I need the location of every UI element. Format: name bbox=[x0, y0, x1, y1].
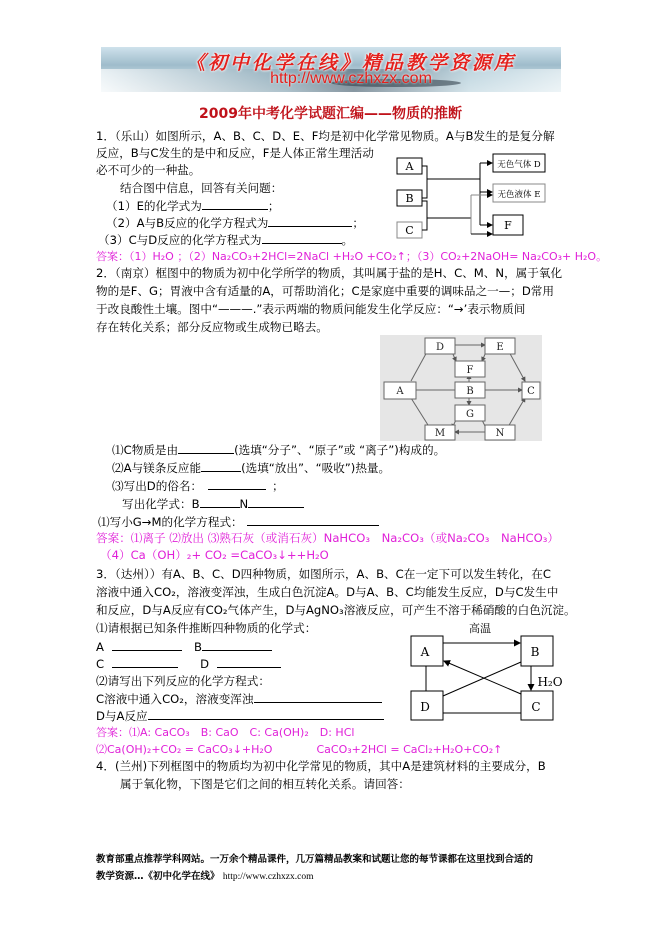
q2-n-label: N bbox=[239, 497, 249, 511]
q2-sub4-blank[interactable] bbox=[247, 513, 379, 526]
q2-sub2-blank[interactable] bbox=[201, 459, 241, 472]
banner-title: 《初中化学在线》精品教学资源库 bbox=[185, 52, 516, 74]
q2-n-blank[interactable] bbox=[248, 495, 304, 508]
q3-label-b: B bbox=[530, 645, 540, 659]
q1-label-d: 无色气体 D bbox=[497, 160, 541, 170]
q2-line-1: 2．（南京）框图中的物质为初中化学所学的物质，其叫属于盐的是H、C、M、N，属于氧化 bbox=[96, 266, 563, 280]
q3-eq2 bbox=[96, 707, 384, 725]
q3-row-ab bbox=[96, 638, 272, 656]
q3-label-d: D bbox=[200, 657, 210, 671]
q1-sub1-blank[interactable] bbox=[202, 197, 268, 210]
q1-sub3-text: （3）C与D反应的化学方程式为 bbox=[98, 233, 262, 247]
q3-line-2: 溶液中通入CO₂，溶液变浑浊，生成白色沉淀A。D与A、B、C均能发生反应，D与C发生中 bbox=[96, 585, 559, 599]
q3-label-d: D bbox=[420, 700, 430, 714]
q3-label-a: A bbox=[420, 645, 430, 659]
q2-answer-1: 答案：⑴离子 ⑵放出 ⑶熟石灰（或消石灰）NaHCO₃ Na₂CO₃（或Na₂CO₃ NaHCO₃） bbox=[96, 531, 559, 545]
q3-sub1: ⑴请根据已知条件推断四种物质的化学式： bbox=[96, 621, 317, 635]
q2-b-blank[interactable] bbox=[200, 495, 240, 508]
q2-diagram bbox=[380, 335, 542, 441]
q3-answer-1: 答案：⑴A: CaCO₃ B: CaO C: Ca(OH)₂ D: HCl bbox=[96, 726, 355, 739]
q2-line-3: 于改良酸性土壤。图中“———.”表示两端的物质问能发生化学反应：“→’表示物质间 bbox=[96, 302, 526, 316]
q3-answer-2: ⑵Ca(OH)₂+CO₂ = CaCO₃↓+H₂O CaCO₃+2HCl = CaCl₂+H₂O+CO₂↑ bbox=[96, 743, 503, 756]
q1-sub2-text: （2）A与B反应的化学方程式为 bbox=[106, 216, 269, 230]
q3-line-3: 和反应，D与A反应有CO₂气体产生，D与AgNO₃溶液反应，可产生不溶于稀硝酸的白色沉淀。 bbox=[96, 603, 576, 617]
q3-eq1-text: C溶液中通入CO₂，溶液变浑浊 bbox=[96, 692, 254, 706]
q1-answer: 答案：（1）H₂O ；（2）Na₂CO₃+2HCl=2NaCl +H₂O +CO₂↑；（3）CO₂+2NaOH= Na₂CO₃+ H₂O。 bbox=[96, 250, 608, 263]
q2-sub3-end: ； bbox=[272, 479, 284, 493]
q1-label-b: B bbox=[405, 192, 414, 205]
q1-sub1-end: ； bbox=[267, 199, 280, 213]
q2-sub2 bbox=[112, 459, 390, 477]
q2-label-f: F bbox=[466, 365, 474, 376]
q3-edge-c-a bbox=[444, 661, 521, 694]
q3-row-cd bbox=[96, 655, 281, 673]
q3-d-blank[interactable] bbox=[217, 655, 281, 668]
q3-edge-d-b bbox=[443, 662, 521, 696]
q1-sub2-blank[interactable] bbox=[268, 214, 352, 227]
q2-sub1-text: ⑴C物质是由 bbox=[112, 443, 179, 457]
q2-sub3-text: ⑶写出D的俗名： bbox=[112, 479, 203, 493]
q1-label-e: 无色液体 E bbox=[497, 190, 541, 200]
q2-line-2: 物的是F、G；胃液中含有适量的A，可帮助消化；C是家庭中重要的调味品之一—；D常用 bbox=[96, 284, 554, 298]
q2-sub4 bbox=[98, 513, 379, 531]
q1-sub1 bbox=[106, 197, 279, 215]
q1-sub3-end: 。 bbox=[341, 233, 354, 247]
q3-label-c: C bbox=[531, 700, 541, 714]
q2-line-4: 存在转化关系；部分反应物或生成物已略去。 bbox=[96, 320, 328, 334]
q3-eq2-blank[interactable] bbox=[148, 707, 384, 720]
q1-label-f: F bbox=[504, 219, 512, 232]
q1-sub1-text: （1）E的化学式为 bbox=[106, 199, 202, 213]
q2-label-c: C bbox=[527, 386, 535, 397]
footer-site-name: 教学资源…《初中化学在线》 bbox=[96, 871, 220, 882]
q1-sub2-end: ； bbox=[352, 216, 364, 230]
q2-sub4-text: ⑴写小G→M的化学方程式： bbox=[98, 515, 243, 529]
q2-label-a: A bbox=[396, 386, 404, 397]
q3-eq1-blank[interactable] bbox=[254, 690, 382, 703]
q4-line-2: 属于氧化物，下图是它们之间的相互转化关系。请回答： bbox=[120, 777, 410, 791]
footer-line-1: 教育部重点推荐学科网站。一万余个精品课件，几万篇精品教案和试题让您的每节课都在这里找到合适的 bbox=[96, 854, 534, 865]
q3-eq1 bbox=[96, 690, 382, 708]
q2-label-e: E bbox=[496, 342, 504, 353]
q2-sub1 bbox=[112, 441, 445, 459]
q3-b-blank[interactable] bbox=[202, 638, 272, 651]
q3-label-high-temp: 高温 bbox=[469, 622, 491, 635]
q2-sub3-blank[interactable] bbox=[208, 477, 266, 490]
q2-sub2-text: ⑵A与镁条反应能 bbox=[112, 461, 202, 475]
q2-sub3c-text: 写出化学式：B bbox=[122, 497, 200, 511]
q3-label-b: B bbox=[193, 640, 202, 654]
q2-label-g: G bbox=[466, 409, 474, 420]
q1-label-a: A bbox=[405, 160, 414, 173]
q3-label-c: C bbox=[96, 657, 105, 671]
q3-label-water: H₂O bbox=[537, 675, 563, 689]
q1-connector-bc bbox=[422, 201, 427, 230]
q1-line-2: 反应，B与C发生的是中和反应，F是人体正常生理活动 bbox=[96, 146, 374, 160]
q3-a-blank[interactable] bbox=[112, 638, 182, 651]
q3-c-blank[interactable] bbox=[112, 655, 178, 668]
document-title: 2009年中考化学试题汇编——物质的推断 bbox=[199, 106, 462, 122]
q1-line-1: 1．（乐山）如图所示，A、B、C、D、E、F均是初中化学常见物质。A与B发生的是复分解 bbox=[96, 129, 555, 143]
q1-label-c: C bbox=[405, 224, 414, 237]
q2-label-d: D bbox=[435, 342, 445, 353]
q2-sub3c bbox=[122, 495, 304, 513]
q1-sub3-blank[interactable] bbox=[262, 231, 342, 244]
q1-line-3: 必不可少的一种盐。 bbox=[96, 163, 201, 177]
banner-url[interactable]: http://www.czhxzx.com bbox=[270, 70, 432, 87]
q2-sub1-blank[interactable] bbox=[178, 441, 234, 454]
q2-label-n: N bbox=[495, 428, 505, 439]
q3-label-a: A bbox=[96, 640, 104, 654]
q2-sub1-text-b: (选填“分子”、“原子”或 “离子”)构成的。 bbox=[234, 443, 446, 457]
q3-eq2-text: D与A反应 bbox=[96, 709, 148, 723]
q2-sub2-text-b: (选填“放出”、“吸收”)热量。 bbox=[241, 461, 391, 475]
footer-url[interactable]: http://www.czhxzx.com bbox=[222, 872, 314, 882]
q3-line-1: 3．（达州））有A、B、C、D四种物质，如图所示，A、B、C在一定下可以发生转化，在C bbox=[96, 567, 551, 581]
q3-sub2: ⑵请写出下列反应的化学方程式： bbox=[96, 674, 270, 688]
q1-sub2 bbox=[106, 214, 364, 232]
q1-sub3 bbox=[98, 231, 353, 249]
q2-label-b: B bbox=[466, 386, 474, 397]
q1-connector-ab bbox=[422, 166, 427, 198]
q2-label-m: M bbox=[434, 428, 446, 439]
q4-line-1: 4．(兰州)下列框图中的物质均为初中化学常见的物质，其中A是建筑材料的主要成分，B bbox=[96, 759, 546, 773]
q2-sub3 bbox=[112, 477, 284, 495]
q1-line-4: 结合图中信息，回答有关问题： bbox=[120, 181, 283, 195]
q1-diagram bbox=[395, 150, 555, 245]
footer-line-2 bbox=[96, 868, 314, 882]
q2-answer-2: （4）Ca（OH）₂+ CO₂ =CaCO₃↓++H₂O bbox=[100, 548, 329, 562]
q3-diagram bbox=[405, 618, 565, 721]
site-banner bbox=[101, 47, 561, 92]
